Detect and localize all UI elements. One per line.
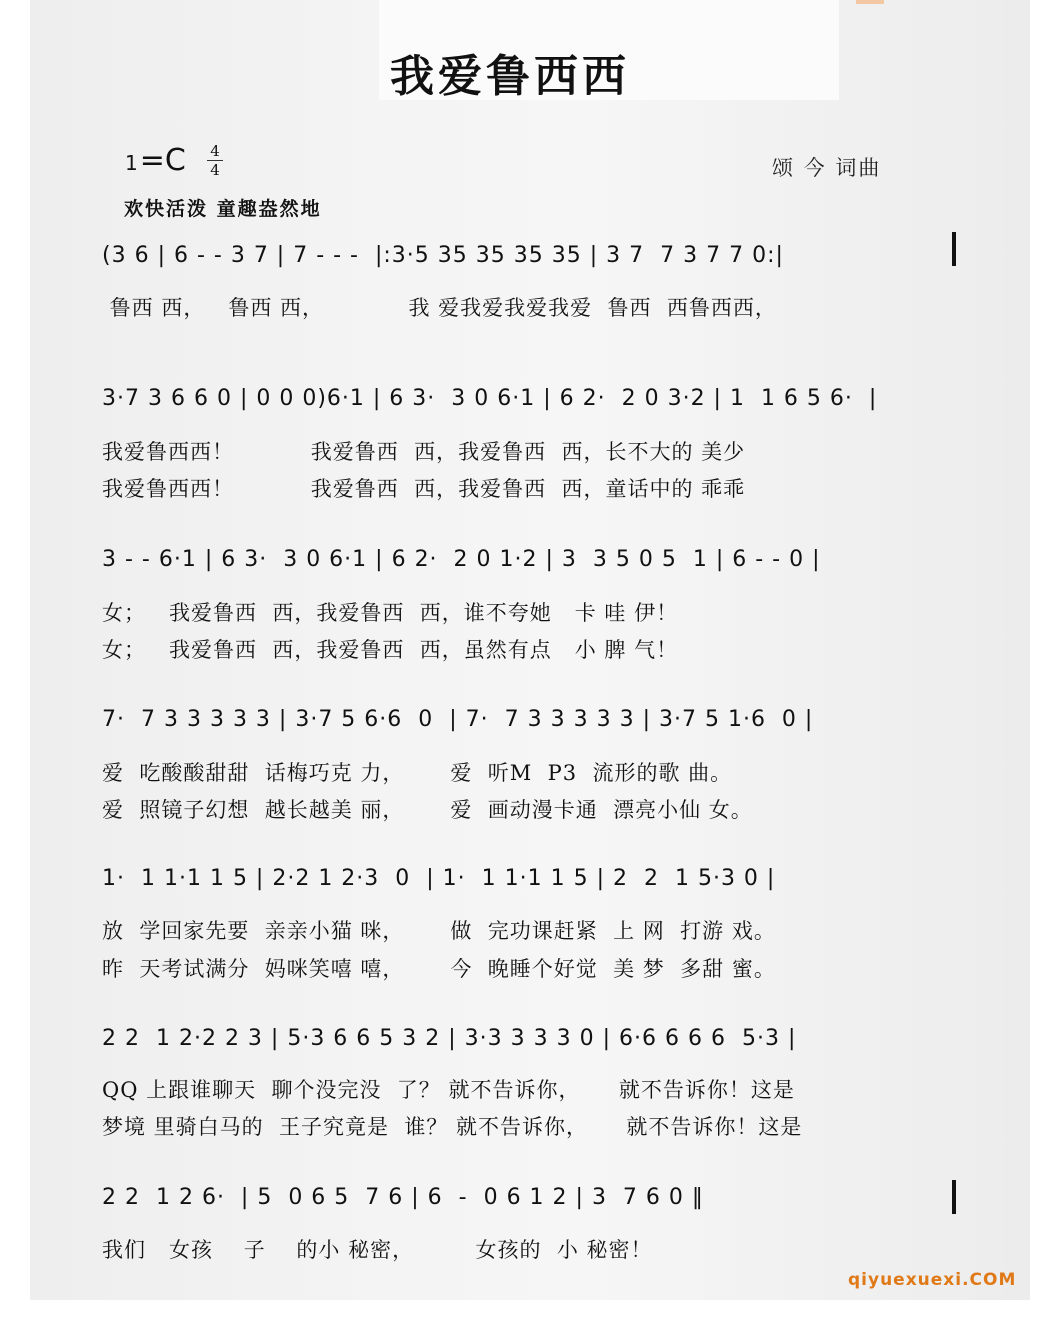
notation-line: 7· 7 3 3 3 3 3 | 3·7 5 6·6 0 | 7· 7 3 3 3 3 3 | 3·7 5 1·6 0 | (102, 707, 814, 732)
song-title: 我爱鲁西西 (390, 51, 630, 102)
notation-line: 2 2 1 2 6· | 5 0 6 5 7 6 | 6 - 0 6 1 2 | 3 7 6 0 ‖ (102, 1185, 704, 1210)
time-signature-bottom: 4 (207, 160, 223, 179)
notation-line: 3 - - 6·1 | 6 3· 3 0 6·1 | 6 2· 2 0 1·2 | 3 3 5 0 5 1 | 6 - - 0 | (102, 547, 821, 572)
site-watermark: qiyuexuexi.COM (848, 1270, 1017, 1290)
time-signature (207, 142, 223, 179)
key-name: =C (139, 143, 186, 178)
key-degree: 1 (125, 151, 138, 175)
lyric-line: 放 学回家先要 亲亲小猫 咪， 做 完功课赶紧 上 网 打游 戏。 (102, 919, 776, 943)
lyric-line: 我爱鲁西西！ 我爱鲁西 西，我爱鲁西 西，长不大的 美少 (102, 440, 746, 464)
section-end-barline (952, 232, 956, 266)
notation-line: 3·7 3 6 6 0 | 0 0 0)6·1 | 6 3· 3 0 6·1 | 6 2· 2 0 3·2 | 1 1 6 5 6· | (102, 386, 878, 411)
lyric-line: 爱 照镜子幻想 越长越美 丽， 爱 画动漫卡通 漂亮小仙 女。 (102, 798, 753, 822)
lyric-line: 我爱鲁西西！ 我爱鲁西 西，我爱鲁西 西，童话中的 乖乖 (102, 477, 746, 501)
lyric-line: 梦境 里骑白马的 王子究竟是 谁？ 就不告诉你， 就不告诉你！这是 (102, 1115, 803, 1139)
lyric-line: 我们 女孩 子 的小 秘密， 女孩的 小 秘密！ (102, 1238, 653, 1262)
tempo-marking: 欢快活泼 童趣盎然地 (124, 198, 322, 220)
lyric-line: 爱 吃酸酸甜甜 话梅巧克 力， 爱 听M P3 流形的歌 曲。 (102, 761, 733, 785)
final-barline (952, 1180, 956, 1214)
lyric-line: 女； 我爱鲁西 西，我爱鲁西 西，虽然有点 小 脾 气！ (102, 638, 679, 662)
author-credit: 颂 今 词曲 (772, 156, 882, 180)
notation-line: 2 2 1 2·2 2 3 | 5·3 6 6 5 3 2 | 3·3 3 3 3 0 | 6·6 6 6 6 5·3 | (102, 1026, 797, 1051)
notation-line: (3 6 | 6 - - 3 7 | 7 - - - |:3·5 35 35 35 35 | 3 7 7 3 7 7 0:| (102, 243, 784, 268)
lyric-line: 鲁西 西， 鲁西 西， 我 爱我爱我爱我爱 鲁西 西鲁西西， (102, 296, 777, 320)
notation-line: 1· 1 1·1 1 5 | 2·2 1 2·3 0 | 1· 1 1·1 1 5 | 2 2 1 5·3 0 | (102, 866, 776, 891)
key-signature (125, 143, 186, 178)
time-signature-top: 4 (210, 142, 220, 160)
lyric-line: 女； 我爱鲁西 西，我爱鲁西 西，谁不夸她 卡 哇 伊！ (102, 601, 679, 625)
lyric-line: QQ 上跟谁聊天 聊个没完没 了？ 就不告诉你， 就不告诉你！这是 (102, 1078, 795, 1102)
lyric-line: 昨 天考试满分 妈咪笑嘻 嘻， 今 晚睡个好觉 美 梦 多甜 蜜。 (102, 957, 776, 981)
corner-mark (856, 0, 884, 4)
